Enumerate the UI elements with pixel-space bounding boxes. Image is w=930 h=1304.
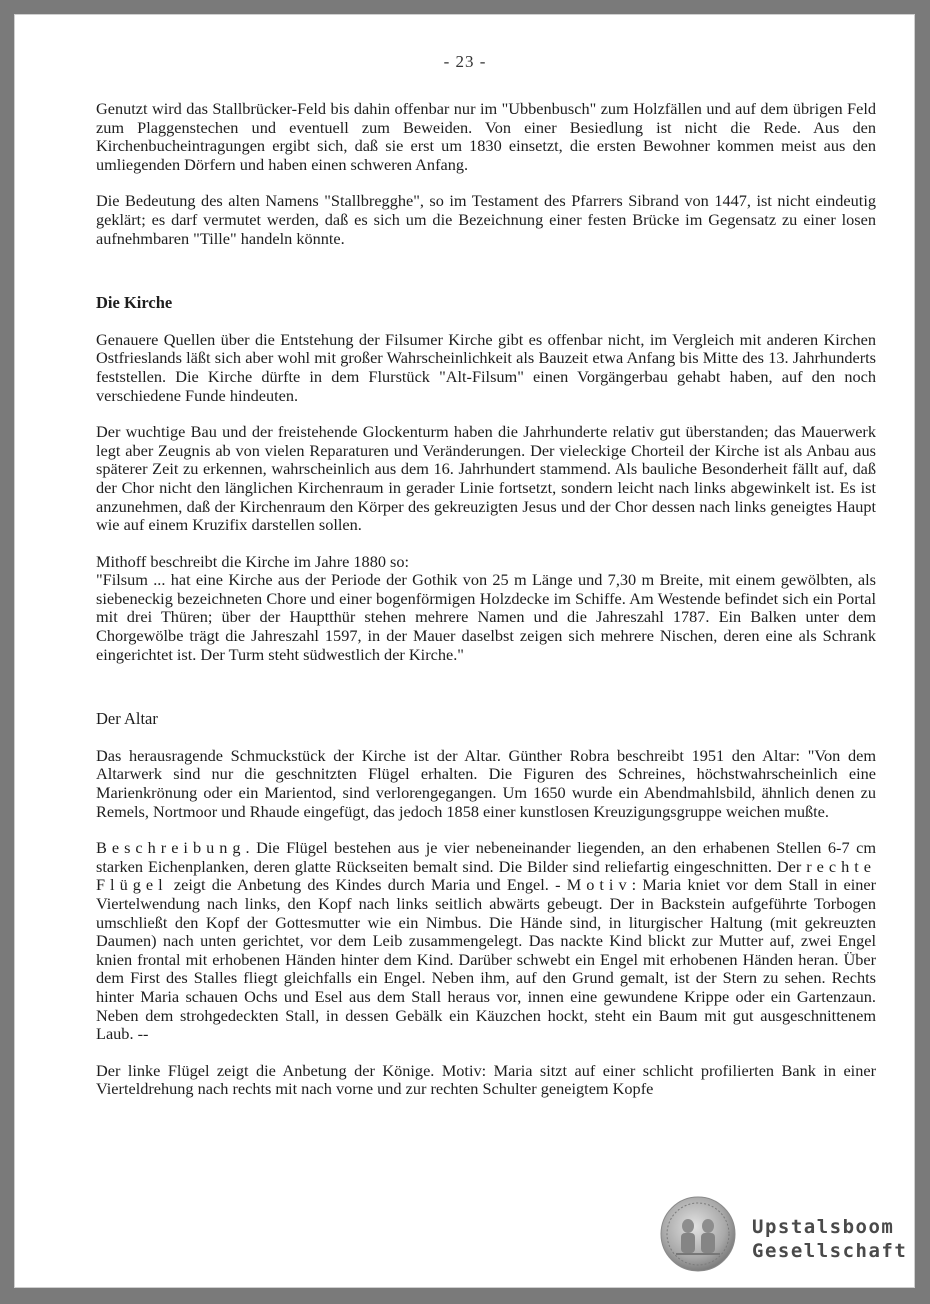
term-rechte-fluegel: rechte Flügel bbox=[96, 856, 876, 895]
paragraph-stallbruecker-feld: Genutzt wird das Stallbrücker-Feld bis dahin offenbar nur im "Ubbenbusch" zum Holzfällen und auf dem übrigen Feld zum Plaggenstechen und eventuell zum Beweiden. Von einer Besiedlung ist nicht die Rede. Aus den Kirchenbucheintragungen ergibt sich, daß sie erst um 1830 einsetzt, die ersten Bewohner kommen meist aus den umliegenden Dörfern und haben einen schweren Anfang. bbox=[96, 99, 876, 174]
document-body bbox=[96, 100, 876, 1099]
paragraph-stallbregghe: Die Bedeutung des alten Namens "Stallbregghe", so im Testament des Pfarrers Sibrand von 1447, ist nicht eindeutig geklärt; es darf vermutet werden, daß es sich um die Bezeichnung einer festen Brücke im Gegensatz zu einer losen aufnehmbaren "Tille" handeln könnte. bbox=[96, 191, 876, 248]
paragraph-bau: Der wuchtige Bau und der freistehende Glockenturm haben die Jahrhunderte relativ gut überstanden; das Mauerwerk legt aber Zeugnis ab von vielen Reparaturen und Veränderungen. Der vieleckige Chorteil der Kirche ist als Anbau aus späterer Zeit zu erkennen, wahrscheinlich aus dem 16. Jahrhundert stammend. Als bauliche Besonderheit fällt auf, daß der Chor nicht den länglichen Kirchenraum in gerader Linie fortsetzt, sondern leicht nach links abgewinkelt ist. Es ist anzunehmen, daß der Kirchenraum den Körper des gekreuzigten Jesus und der Chor dessen nach links geneigtes Haupt wie auf einem Kruzifix darstellen sollen. bbox=[96, 422, 876, 535]
page-number: - 23 - bbox=[443, 52, 487, 71]
paragraph-beschreibung: Beschreibung. Die Flügel bestehen aus je vier nebeneinander liegenden, an den erhabenen Stellen 6-7 cm starken Eichenplanken, deren glatte Rückseiten bemalt sind. Die Bilder sind reliefartig eingeschnitten. Der rechte Flügel zeigt die Anbetung des Kindes durch Maria und Engel. - Motiv: Maria kniet vor dem Stall in einer Viertelwendung nach links, den Kopf nach links seitlich abwärts gebeugt. Der in Backstein aufgeführte Torbogen umschließt den Kopf der Gottesmutter wie ein Nimbus. Die Hände sind, in liturgischer Haltung (mit gekreuzten Daumen) nach unten gerichtet, vor dem Leib zusammengelegt. Das nackte Kind blickt zur Mutter auf, zwei Engel knien frontal mit erhobenen Händen hinter dem Kind. Darüber schwebt ein Engel mit erhobenen Händen heran. Über dem First des Stalles fliegt gleichfalls ein Engel. Neben ihm, auf den Grund gemalt, ist der Stern zu sehen. Rechts hinter Maria schauen Ochs und Esel aus dem Stall heraus vor, innen eine gewundene Krippe oder ein Gartenzaun. Neben dem strohgedeckten Stall, in dessen Gebälk ein Käuzchen hockt, steht ein Baum mit gut ausgeschnittenem Laub. -- bbox=[96, 838, 877, 1044]
paragraph-mithoff-intro: Mithoff beschreibt die Kirche im Jahre 1880 so: bbox=[96, 551, 410, 571]
section-heading-kirche: Die Kirche bbox=[96, 293, 173, 313]
section-heading-altar: Der Altar bbox=[96, 709, 158, 729]
term-motiv: Motiv bbox=[566, 875, 632, 895]
brand-line-1: Upstalsboom bbox=[752, 1216, 895, 1238]
paragraph-altar-robra: Das herausragende Schmuckstück der Kirche ist der Altar. Günther Robra beschreibt 1951 den Altar: "Von dem Altarwerk sind nur die geschnitzten Flügel erhalten. Die Figuren des Schreines, höchstwahrscheinlich eine Marienkrönung oder ein Marientod, sind verlorengegangen. Um 1650 wurde ein Abendmahlsbild, ähnlich denen zu Remels, Nortmoor und Rhaude eingefügt, das jedoch 1858 einer kunstlosen Kreuzigungsgruppe weichen mußte. bbox=[96, 745, 876, 821]
paragraph-linker-fluegel: Der linke Flügel zeigt die Anbetung der Könige. Motiv: Maria sitzt auf einer schlicht profilierten Bank in einer Vierteldrehung nach rechts mit nach vorne und zur rechten Schulter geneigtem Kopfe bbox=[96, 1060, 876, 1099]
quote-mithoff: "Filsum ... hat eine Kirche aus der Periode der Gothik von 25 m Länge und 7,30 m Breite, mit einem gewölbten, als siebeneckig bezeichneten Chore und einer bogenförmigen Holzdecke im Schiffe. Am Westende befindet sich ein Portal mit drei Thüren; über der Hauptthür stehen mehrere Namen und die Jahreszahl 1787. Ein Balken unter dem Chorgewölbe trägt die Jahreszahl 1597, in der Mauer daselbst zeigen sich mehrere Nischen, deren eine als Schrank eingerichtet ist. Der Turm steht südwestlich der Kirche." bbox=[96, 570, 876, 664]
term-beschreibung: Beschreibung bbox=[96, 838, 246, 858]
paragraph-entstehung: Genauere Quellen über die Entstehung der Filsumer Kirche gibt es offenbar nicht, im Vergleich mit anderen Kirchen Ostfrieslands läßt sich aber wohl mit großer Wahrscheinlichkeit als Bauzeit etwa Anfang bis Mitte des 13. Jahrhunderts feststellen. Die Kirche dürfte in dem Flurstück "Alt-Filsum" einen Vorgängerbau gehabt haben, auf den noch verschiedene Funde hindeuten. bbox=[96, 329, 876, 405]
upstalsboom-seal-icon bbox=[660, 1196, 736, 1272]
brand-logo bbox=[752, 1215, 907, 1263]
brand-line-2: Gesellschaft bbox=[752, 1240, 908, 1262]
